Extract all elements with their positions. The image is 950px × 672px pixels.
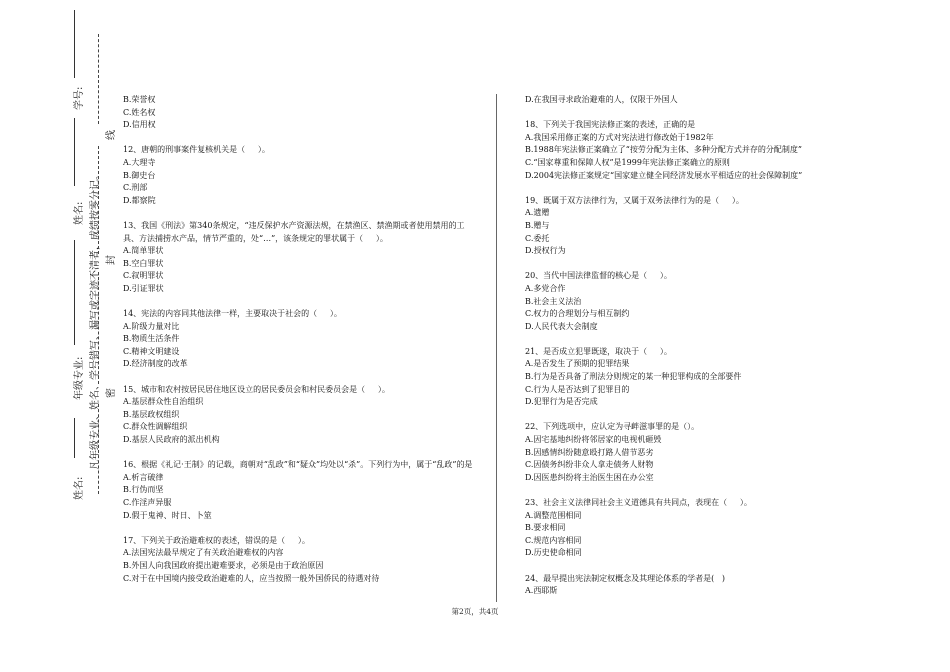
- answer-option: B.因感情纠纷随意殴打路人借节恶劣: [525, 447, 654, 457]
- answer-option: D.经济制度的改革: [123, 359, 188, 369]
- page-footer: 第2页，共4页: [451, 607, 499, 616]
- answer-option: D.基层人民政府的派出机构: [123, 435, 220, 445]
- answer-option: C.姓名权: [123, 107, 156, 117]
- answer-option: C.因债务纠纷非众人拿走债务人财物: [525, 460, 654, 470]
- answer-option: D.在我国寻求政治避难的人，仅限于外国人: [525, 95, 678, 104]
- answer-option: C.对于在中国境内接受政治避难的人，应当按照一般外国侨民的待遇对待: [123, 573, 380, 583]
- answer-option: B.要求相同: [525, 523, 566, 533]
- question-stem: 17、下列关于政治避难权的表述，错误的是（ ）。: [123, 535, 310, 545]
- grade-major-label: 年级专业:: [74, 356, 85, 400]
- answer-option: D.因医患纠纷将主治医生困在办公室: [525, 472, 654, 482]
- question-stem: 22、下列选项中，应认定为寻衅滋事罪的是（）。: [525, 422, 700, 432]
- question-stem: 13、我国《刑法》第340条规定，“违反保护水产资源法规，在禁渔区、禁渔期或者使用禁用的工具、方法捕捞水产品，情节严重的，处“…”，该条规定的罪状属于（ ）。: [123, 220, 465, 243]
- answer-option: A.简单罪状: [123, 246, 164, 256]
- seal-mark: 密: [106, 388, 117, 398]
- answer-option: C.作淫声异服: [123, 498, 172, 507]
- answer-option: B.御史台: [123, 170, 156, 180]
- answer-option: B.荣誉权: [123, 95, 156, 104]
- answer-option: C.“国家尊重和保障人权”是1999年宪法修正案确立的原则: [525, 157, 730, 167]
- grade-major-line: [74, 240, 75, 345]
- question-block: [525, 94, 885, 107]
- binding-notice: 凡年级专业、姓名、学号错写、漏写或字迹不清者，成绩按零分记。: [90, 170, 101, 470]
- dashed-cut-line: [98, 146, 99, 254]
- question-block: [123, 535, 475, 585]
- answer-option: D.2004宪法修正案规定“国家建立健全同经济发展水平相适应的社会保障制度”: [525, 170, 803, 180]
- name-line: [74, 118, 75, 186]
- question-block: [123, 94, 475, 132]
- answer-option: A.基层群众性自治组织: [123, 397, 204, 407]
- column-divider: [496, 94, 497, 602]
- question-stem: 18、下列关于我国宪法修正案的表述，正确的是: [525, 120, 696, 130]
- answer-option: D.授权行为: [525, 246, 566, 256]
- line-mark: 线: [106, 130, 117, 140]
- question-stem: 24、最早提出宪法制定权概念及其理论体系的学者是( ): [525, 573, 726, 583]
- question-stem: 15、城市和农村按居民居住地区设立的居民委员会和村民委员会是（ ）。: [123, 384, 390, 394]
- answer-option: C.群众性调解组织: [123, 422, 188, 432]
- name-label: 姓名:: [74, 201, 85, 225]
- question-stem: 20、当代中国法律监督的核心是（ ）。: [525, 271, 672, 281]
- answer-option: C.行为人是否达到了犯罪目的: [525, 384, 630, 394]
- question-block: [123, 144, 475, 207]
- question-block: [525, 119, 885, 182]
- question-stem: 12、唐朝的刑事案件复核机关是（ ）。: [123, 145, 270, 155]
- answer-option: D.都察院: [123, 195, 156, 205]
- answer-option: A.多党合作: [525, 283, 566, 293]
- question-block: [123, 220, 475, 296]
- question-block: [123, 384, 475, 447]
- question-stem: 16、根据《礼记·王制》的记载，商朝对“乱政”和“疑众”均处以“杀”。下列行为中，属于“乱政”的是: [123, 460, 473, 470]
- answer-option: B.空白罪状: [123, 258, 164, 268]
- answer-option: C.叙明罪状: [123, 271, 164, 281]
- answer-option: A.阶级力量对比: [123, 321, 180, 331]
- answer-option: D.信用权: [123, 120, 156, 130]
- answer-option: A.大理寺: [123, 157, 156, 167]
- answer-option: B.行伪而坚: [123, 485, 164, 495]
- question-block: [525, 346, 885, 409]
- answer-option: B.1988年宪法修正案确立了“按劳分配为主体、多种分配方式并存的分配制度”: [525, 145, 802, 155]
- question-block: [525, 497, 885, 560]
- school-name-label: 姓名:: [74, 476, 85, 500]
- answer-option: D.假于鬼神、时日、卜筮: [123, 510, 212, 520]
- answer-option: B.社会主义法治: [525, 296, 582, 306]
- question-block: [525, 421, 885, 484]
- dashed-cut-line: [98, 34, 99, 124]
- question-column-left: [123, 94, 475, 598]
- answer-option: B.行为是否具备了刑法分则规定的某一种犯罪构成的全部要件: [525, 372, 742, 382]
- answer-option: C.精神文明建设: [123, 346, 180, 356]
- question-block: [525, 573, 885, 598]
- answer-option: B.物质生活条件: [123, 334, 180, 344]
- answer-option: A.法国宪法最早规定了有关政治避难权的内容: [123, 548, 284, 558]
- answer-option: C.权力的合理划分与相互制约: [525, 309, 630, 319]
- answer-option: D.人民代表大会制度: [525, 321, 598, 331]
- answer-option: A.析言破律: [123, 472, 164, 482]
- answer-option: A.我国采用修正案的方式对宪法进行修改始于1982年: [525, 132, 714, 142]
- answer-option: D.历史使命相同: [525, 548, 582, 558]
- binding-margin: [0, 0, 115, 672]
- question-stem: 14、宪法的内容同其他法律一样，主要取决于社会的（ ）。: [123, 309, 342, 319]
- answer-option: A.是否发生了预期的犯罪结果: [525, 359, 630, 369]
- answer-option: A.西耶斯: [525, 586, 558, 596]
- question-block: [525, 270, 885, 333]
- answer-option: C.委托: [525, 233, 550, 243]
- dashed-cut-line: [98, 272, 99, 384]
- answer-option: B.赠与: [525, 220, 550, 230]
- question-block: [525, 195, 885, 258]
- school-name-line: [74, 418, 75, 458]
- answer-option: A.因宅基地纠纷将邻居家的电视机砸毁: [525, 435, 662, 445]
- student-id-line: [74, 10, 75, 78]
- student-id-label: 学号:: [74, 86, 85, 110]
- answer-option: C.规范内容相同: [525, 535, 582, 545]
- answer-option: A.调整范围相同: [525, 510, 582, 520]
- answer-option: B.基层政权组织: [123, 409, 180, 419]
- answer-option: D.犯罪行为是否完成: [525, 397, 598, 407]
- dashed-cut-line: [98, 404, 99, 494]
- question-stem: 21、是否成立犯罪既遂，取决于（ ）。: [525, 346, 672, 356]
- question-column-right: [525, 94, 885, 610]
- seal-mark-2: 封: [106, 255, 117, 265]
- question-stem: 19、既属于双方法律行为，又属于双务法律行为的是（ ）。: [525, 195, 744, 205]
- question-block: [123, 459, 475, 522]
- answer-option: B.外国人向我国政府提出避难要求，必须是由于政治原因: [123, 560, 324, 570]
- answer-option: D.引证罪状: [123, 283, 164, 293]
- question-stem: 23、社会主义法律同社会主义道德具有共同点，表现在（ ）。: [525, 498, 752, 507]
- answer-option: C.刑部: [123, 183, 148, 193]
- question-block: [123, 308, 475, 371]
- answer-option: A.遗赠: [525, 208, 550, 218]
